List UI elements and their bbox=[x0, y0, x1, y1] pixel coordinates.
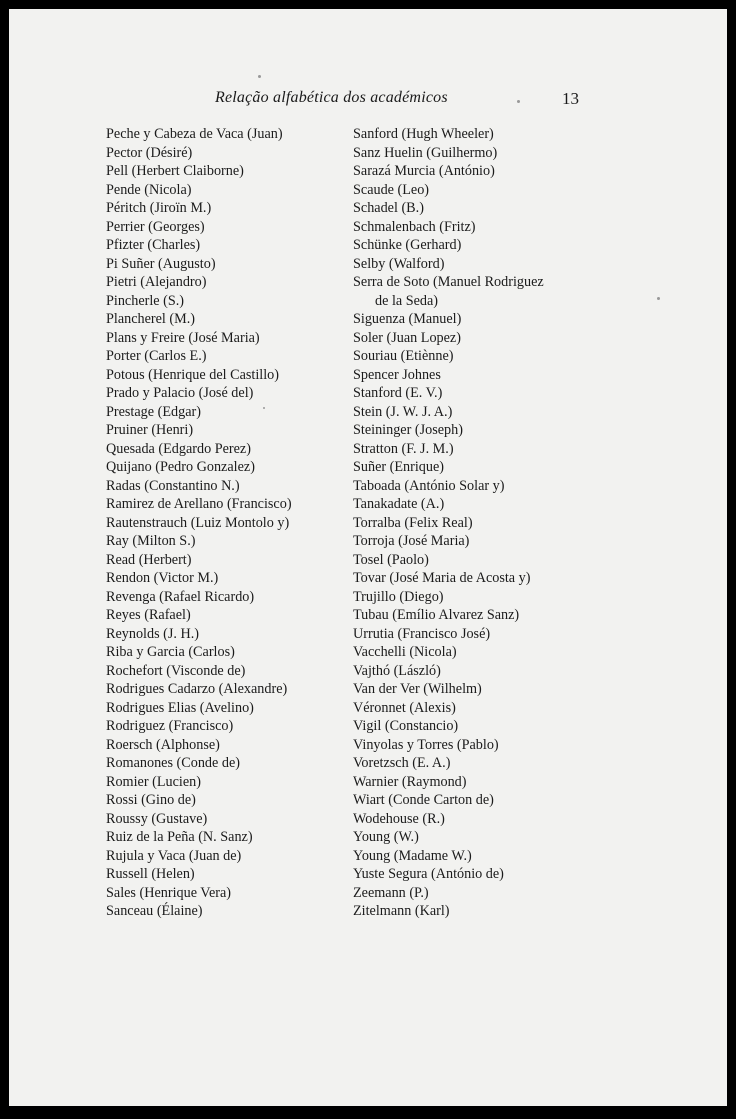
left-column-entry: Ray (Milton S.) bbox=[106, 533, 196, 549]
left-column-entry: Ramirez de Arellano (Francisco) bbox=[106, 496, 292, 512]
right-column-entry: Stanford (E. V.) bbox=[353, 385, 443, 401]
right-column-entry: Zitelmann (Karl) bbox=[353, 903, 450, 919]
left-column-entry: Porter (Carlos E.) bbox=[106, 348, 207, 364]
right-column-entry: Schmalenbach (Fritz) bbox=[353, 218, 476, 235]
right-column-entry: de la Seda) bbox=[375, 292, 439, 309]
right-column-entry: Siguenza (Manuel) bbox=[353, 311, 462, 327]
left-column-entry: Rendon (Victor M.) bbox=[106, 570, 219, 586]
left-column-entry: Rautenstrauch (Luiz Montolo y) bbox=[106, 514, 290, 531]
left-column-entry: Pruiner (Henri) bbox=[106, 422, 194, 438]
right-column-entry: Suñer (Enrique) bbox=[353, 459, 445, 475]
left-column-list bbox=[106, 125, 292, 921]
right-column-entry: Yuste Segura (António de) bbox=[353, 866, 504, 882]
scan-speck bbox=[263, 407, 265, 409]
right-column-list bbox=[353, 125, 544, 921]
left-column-entry: Roersch (Alphonse) bbox=[106, 736, 220, 753]
left-column-entry: Perrier (Georges) bbox=[106, 218, 205, 235]
left-column-entry: Rochefort (Visconde de) bbox=[106, 662, 246, 679]
right-column-entry: Tanakadate (A.) bbox=[353, 496, 445, 512]
left-column-entry: Peche y Cabeza de Vaca (Juan) bbox=[106, 126, 283, 142]
right-column-entry: Spencer Johnes bbox=[353, 366, 441, 383]
scan-speck bbox=[657, 297, 660, 300]
right-column-entry: Wiart (Conde Carton de) bbox=[353, 792, 494, 808]
left-column-entry: Potous (Henrique del Castillo) bbox=[106, 366, 279, 383]
scan-speck bbox=[517, 100, 520, 103]
left-column-entry: Pietri (Alejandro) bbox=[106, 274, 207, 290]
right-column-entry: Scaude (Leo) bbox=[353, 181, 430, 198]
right-column-entry: Tosel (Paolo) bbox=[353, 551, 429, 568]
left-column-entry: Prado y Palacio (José del) bbox=[106, 385, 254, 401]
right-column-entry: Van der Ver (Wilhelm) bbox=[353, 681, 482, 697]
left-column-entry: Rodrigues Elias (Avelino) bbox=[106, 699, 254, 716]
left-column-entry: Rujula y Vaca (Juan de) bbox=[106, 847, 242, 864]
right-column-entry: Zeemann (P.) bbox=[353, 884, 429, 901]
right-column-entry: Souriau (Etiènne) bbox=[353, 348, 454, 364]
page-number: 13 bbox=[562, 89, 579, 108]
left-column-entry: Radas (Constantino N.) bbox=[106, 477, 240, 494]
left-column-entry: Pi Suñer (Augusto) bbox=[106, 255, 216, 272]
right-column-entry: Sanford (Hugh Wheeler) bbox=[353, 126, 494, 142]
left-column-entry: Pfizter (Charles) bbox=[106, 237, 201, 253]
left-column-entry: Prestage (Edgar) bbox=[106, 403, 201, 420]
right-column-entry: Torroja (José Maria) bbox=[353, 533, 470, 549]
right-column-entry: Selby (Walford) bbox=[353, 255, 445, 272]
document-page bbox=[9, 9, 727, 1106]
right-column-entry: Vinyolas y Torres (Pablo) bbox=[353, 736, 499, 753]
right-column-entry: Véronnet (Alexis) bbox=[353, 699, 456, 716]
left-column-entry: Quesada (Edgardo Perez) bbox=[106, 440, 251, 457]
right-column-entry: Young (W.) bbox=[353, 829, 419, 845]
right-column-entry: Vacchelli (Nicola) bbox=[353, 644, 457, 660]
left-column-entry: Rossi (Gino de) bbox=[106, 792, 196, 808]
left-column-entry: Romanones (Conde de) bbox=[106, 755, 240, 771]
left-column-entry: Rodrigues Cadarzo (Alexandre) bbox=[106, 681, 288, 697]
left-column-entry: Péritch (Jiroïn M.) bbox=[106, 200, 212, 216]
left-column-entry: Romier (Lucien) bbox=[106, 773, 201, 790]
right-column-entry: Stratton (F. J. M.) bbox=[353, 440, 454, 457]
right-column-entry: Young (Madame W.) bbox=[353, 847, 472, 864]
right-column-entry: Steininger (Joseph) bbox=[353, 422, 463, 438]
left-column-entry: Ruiz de la Peña (N. Sanz) bbox=[106, 829, 253, 845]
right-column-entry: Sanz Huelin (Guilhermo) bbox=[353, 144, 498, 161]
right-column-entry: Urrutia (Francisco José) bbox=[353, 625, 491, 642]
left-column-entry: Pell (Herbert Claiborne) bbox=[106, 163, 244, 179]
right-column-entry: Tovar (José Maria de Acosta y) bbox=[353, 570, 531, 586]
left-column-entry: Riba y Garcia (Carlos) bbox=[106, 644, 235, 660]
left-column-entry: Plancherel (M.) bbox=[106, 311, 196, 327]
left-column-entry: Plans y Freire (José Maria) bbox=[106, 329, 260, 346]
left-column-entry: Read (Herbert) bbox=[106, 551, 192, 568]
page-title: Relação alfabética dos académicos bbox=[215, 89, 448, 106]
left-column-entry: Roussy (Gustave) bbox=[106, 810, 208, 827]
right-column-entry: Soler (Juan Lopez) bbox=[353, 329, 461, 346]
right-column-entry: Serra de Soto (Manuel Rodriguez bbox=[353, 274, 544, 290]
scan-speck bbox=[258, 75, 261, 78]
left-column-entry: Pector (Désiré) bbox=[106, 144, 193, 161]
left-column-entry: Pende (Nicola) bbox=[106, 181, 192, 198]
right-column-entry: Torralba (Felix Real) bbox=[353, 514, 473, 531]
right-column-entry: Stein (J. W. J. A.) bbox=[353, 403, 453, 420]
left-column-entry: Quijano (Pedro Gonzalez) bbox=[106, 459, 255, 475]
right-column-entry: Warnier (Raymond) bbox=[353, 773, 467, 790]
right-column-entry: Trujillo (Diego) bbox=[353, 588, 444, 605]
left-column-entry: Reyes (Rafael) bbox=[106, 607, 191, 623]
left-column-entry: Revenga (Rafael Ricardo) bbox=[106, 588, 255, 605]
right-column-entry: Tubau (Emílio Alvarez Sanz) bbox=[353, 607, 520, 623]
right-column-entry: Wodehouse (R.) bbox=[353, 810, 445, 827]
left-column-entry: Sanceau (Élaine) bbox=[106, 903, 203, 919]
left-column-entry: Russell (Helen) bbox=[106, 866, 195, 882]
left-column-entry: Rodriguez (Francisco) bbox=[106, 718, 234, 734]
right-column-entry: Voretzsch (E. A.) bbox=[353, 755, 451, 771]
right-column-entry: Taboada (António Solar y) bbox=[353, 477, 505, 494]
right-column-entry: Schadel (B.) bbox=[353, 200, 424, 216]
right-column-entry: Vajthó (László) bbox=[353, 662, 441, 679]
right-column-entry: Schünke (Gerhard) bbox=[353, 237, 462, 253]
left-column-entry: Reynolds (J. H.) bbox=[106, 625, 200, 642]
right-column-entry: Vigil (Constancio) bbox=[353, 718, 459, 734]
left-column-entry: Pincherle (S.) bbox=[106, 292, 185, 309]
left-column-entry: Sales (Henrique Vera) bbox=[106, 884, 232, 901]
right-column-entry: Sarazá Murcia (António) bbox=[353, 163, 495, 179]
